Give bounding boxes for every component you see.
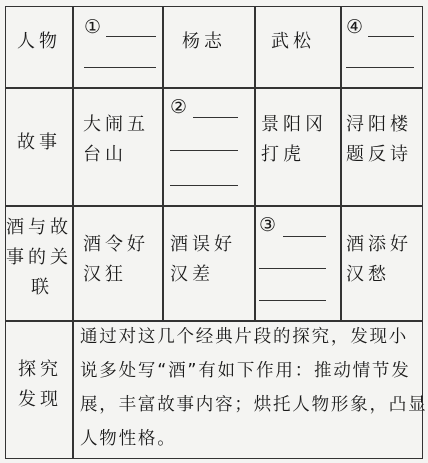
finding-line: 人物性格。 <box>80 429 177 449</box>
finding-line: 说多处写“酒”有如下作用：推动情节发 <box>80 361 411 381</box>
column-divider <box>340 7 342 320</box>
answer-blank-3[interactable] <box>259 300 326 301</box>
column-divider <box>72 7 74 458</box>
blank-marker-2: ② <box>170 96 188 118</box>
column-divider <box>162 7 164 320</box>
answer-blank-2[interactable] <box>170 185 238 186</box>
answer-blank-4[interactable] <box>346 67 414 68</box>
relation-1-line-1: 酒令好 <box>83 234 149 255</box>
story-1-line-2: 台山 <box>83 144 127 165</box>
row-divider <box>6 205 422 207</box>
answer-blank-1[interactable] <box>106 36 156 37</box>
finding-paragraph <box>80 320 428 456</box>
column-divider <box>254 7 256 320</box>
header-finding-line-2: 发现 <box>18 389 62 410</box>
header-finding-line-1: 探究 <box>18 359 62 380</box>
header-story: 故事 <box>17 132 61 153</box>
answer-blank-1[interactable] <box>84 67 156 68</box>
person-wusong: 武松 <box>271 31 315 52</box>
relation-2-line-2: 汉差 <box>170 264 214 285</box>
answer-blank-4[interactable] <box>368 36 414 37</box>
blank-marker-1: ① <box>84 16 102 38</box>
header-relation-line-1: 酒与故 <box>6 217 72 238</box>
blank-marker-4: ④ <box>346 16 364 38</box>
relation-2-line-1: 酒误好 <box>170 234 236 255</box>
relation-4-line-2: 汉愁 <box>346 264 390 285</box>
row-divider <box>6 87 422 89</box>
relation-4-line-1: 酒添好 <box>346 234 412 255</box>
finding-line: 通过对这几个经典片段的探究，发现小 <box>80 327 409 347</box>
story-1-line-1: 大闹五 <box>83 114 149 135</box>
answer-blank-3[interactable] <box>283 236 326 237</box>
story-3-line-2: 打虎 <box>261 144 305 165</box>
answer-blank-3[interactable] <box>259 268 326 269</box>
answer-blank-2[interactable] <box>193 117 238 118</box>
story-4-line-2: 题反诗 <box>346 144 412 165</box>
blank-marker-3: ③ <box>259 214 277 236</box>
finding-line: 展，丰富故事内容；烘托人物形象，凸显 <box>80 395 428 415</box>
story-3-line-1: 景阳冈 <box>261 114 327 135</box>
header-person: 人物 <box>17 31 61 52</box>
story-4-line-1: 浔阳楼 <box>346 114 412 135</box>
header-relation-line-3: 联 <box>31 277 53 298</box>
person-yangzhi: 杨志 <box>182 31 226 52</box>
header-relation-line-2: 事的关 <box>6 247 72 268</box>
answer-blank-2[interactable] <box>170 150 238 151</box>
relation-1-line-2: 汉狂 <box>83 264 127 285</box>
